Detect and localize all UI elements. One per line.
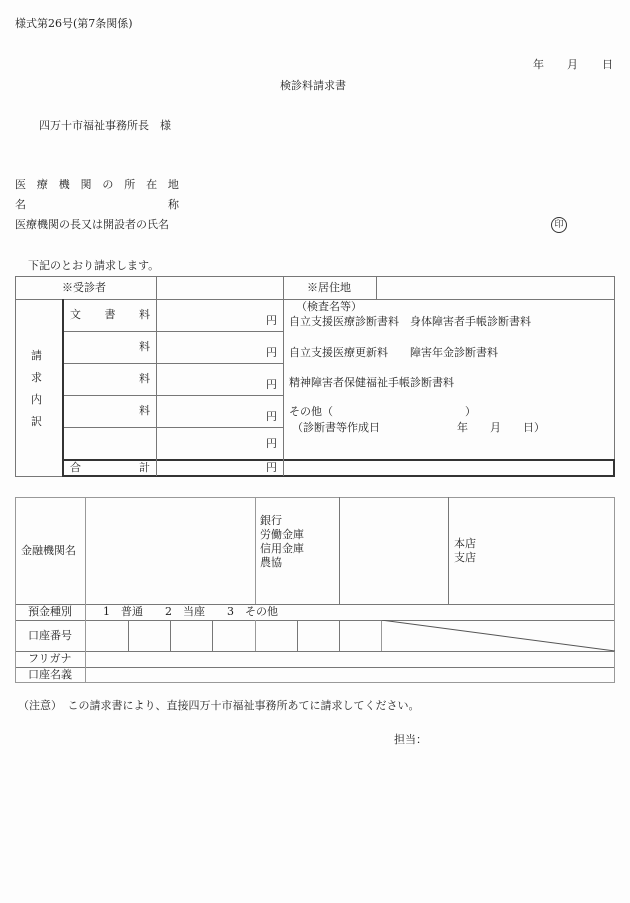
seal-icon: 印 bbox=[551, 217, 567, 233]
institution-name-field[interactable] bbox=[86, 498, 254, 603]
exam-names-heading: （検査名等） bbox=[296, 300, 362, 313]
exam-line-2: 自立支援医療更新料 障害年金診断書料 bbox=[289, 346, 498, 359]
account-number-label: 口座番号 bbox=[28, 629, 72, 642]
director-label: 医療機関の長又は開設者の氏名 bbox=[15, 218, 169, 231]
date-day: 日 bbox=[602, 58, 613, 71]
amount-unit-5: 円 bbox=[266, 437, 277, 450]
patient-label: ※受診者 bbox=[62, 281, 106, 294]
amount-unit-3: 円 bbox=[266, 378, 277, 391]
breakdown-label: 請 求 内 訳 bbox=[31, 349, 42, 428]
institution-label: 金融機関名 bbox=[21, 544, 76, 557]
branch-types: 本店 支店 bbox=[454, 537, 476, 564]
account-holder-field[interactable] bbox=[86, 668, 614, 682]
date-year: 年 bbox=[533, 58, 544, 71]
exam-line-3: 精神障害者保健福祉手帳診断書料 bbox=[289, 376, 454, 389]
contact-label: 担当： bbox=[394, 733, 427, 746]
total-label: 合 計 bbox=[70, 461, 150, 474]
institution-types: 銀行 労働金庫 信用金庫 農協 bbox=[260, 514, 304, 569]
addressee: 四万十市福祉事務所長 様 bbox=[39, 119, 171, 132]
note-text: （注意） この請求書により、直接四万十市福祉事務所あてに請求してください。 bbox=[18, 699, 420, 712]
intro-text: 下記のとおり請求します。 bbox=[28, 259, 160, 272]
residence-label: ※居住地 bbox=[307, 281, 351, 294]
name-label: 名 称 bbox=[15, 198, 179, 211]
furigana-label: フリガナ bbox=[28, 652, 72, 665]
item-fee-2: 料 bbox=[139, 340, 150, 353]
amount-unit-1: 円 bbox=[266, 314, 277, 327]
amount-unit-2: 円 bbox=[266, 346, 277, 359]
residence-field[interactable] bbox=[377, 277, 613, 298]
item-fee-3: 料 bbox=[139, 372, 150, 385]
item-fee-4: 料 bbox=[139, 404, 150, 417]
exam-line-1: 自立支援医療診断書料 身体障害者手帳診断書料 bbox=[289, 315, 531, 328]
date-month: 月 bbox=[567, 58, 578, 71]
branch-name-field[interactable] bbox=[340, 498, 447, 603]
item-document-fee: 文 書 料 bbox=[70, 308, 150, 321]
furigana-field[interactable] bbox=[86, 652, 614, 666]
exam-line-other: その他（ ） bbox=[289, 405, 476, 418]
diagonal-strike bbox=[381, 620, 615, 652]
deposit-type-options[interactable]: 1 普通 2 当座 3 その他 bbox=[103, 605, 278, 618]
account-number-field[interactable] bbox=[86, 621, 381, 651]
account-holder-label: 口座名義 bbox=[28, 668, 72, 681]
page-title: 検診料請求書 bbox=[280, 79, 346, 92]
amount-unit-4: 円 bbox=[266, 410, 277, 423]
total-unit: 円 bbox=[266, 461, 277, 474]
patient-field[interactable] bbox=[157, 277, 282, 298]
form-number: 様式第26号(第7条関係) bbox=[15, 17, 133, 30]
deposit-type-label: 預金種別 bbox=[28, 605, 72, 618]
location-label: 医 療 機 関 の 所 在 地 bbox=[15, 178, 179, 191]
exam-line-date: （診断書等作成日 年 月 日） bbox=[292, 421, 545, 434]
